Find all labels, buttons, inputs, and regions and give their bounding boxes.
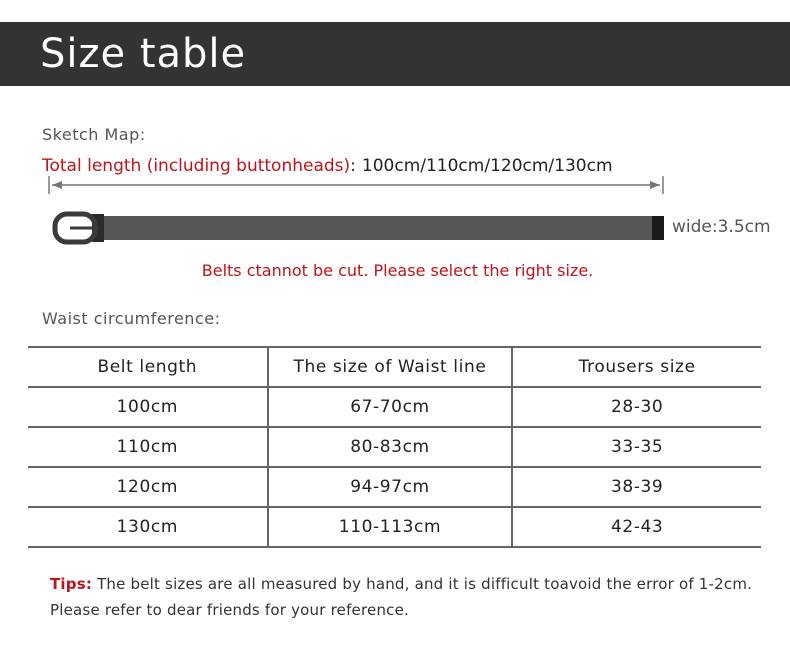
cell-belt-length: 120cm (28, 467, 268, 507)
table-row (28, 507, 761, 547)
table-row (28, 387, 761, 427)
total-length-separator: : (350, 156, 356, 176)
total-length-label: Total length (including buttonheads) (42, 156, 351, 176)
tips-block (50, 571, 752, 623)
tips-text-1: The belt sizes are all measured by hand, and it is difficult toavoid the error of 1-2cm. (97, 575, 753, 593)
page-title: Size table (40, 31, 247, 77)
tips-line-2: Please refer to dear friends for your reference. (50, 601, 409, 619)
table-header-row (28, 347, 761, 387)
cell-waist-line: 67-70cm (268, 387, 513, 427)
belt-illustration (52, 210, 666, 246)
cell-trousers-size: 33-35 (512, 427, 761, 467)
cell-waist-line: 80-83cm (268, 427, 513, 467)
table-row (28, 467, 761, 507)
cell-belt-length: 110cm (28, 427, 268, 467)
cell-belt-length: 100cm (28, 387, 268, 427)
header-belt-length: Belt length (28, 347, 268, 387)
cell-trousers-size: 42-43 (512, 507, 761, 547)
width-label: wide:3.5cm (672, 217, 771, 237)
dimension-arrow (48, 176, 664, 194)
header-waist-line: The size of Waist line (268, 347, 513, 387)
cell-waist-line: 94-97cm (268, 467, 513, 507)
table-row (28, 427, 761, 467)
cell-belt-length: 130cm (28, 507, 268, 547)
tips-label: Tips: (50, 575, 93, 593)
dimension-right-arrowhead (650, 181, 660, 189)
waist-circumference-label: Waist circumference: (42, 309, 221, 328)
tips-line-1 (50, 571, 752, 597)
total-length-values: 100cm/110cm/120cm/130cm (361, 156, 613, 176)
title-banner (0, 22, 790, 86)
cell-trousers-size: 28-30 (512, 387, 761, 427)
dimension-left-arrowhead (52, 181, 62, 189)
sketch-map-label: Sketch Map: (42, 125, 146, 144)
size-table (28, 346, 761, 548)
total-length-row (42, 156, 613, 176)
cell-trousers-size: 38-39 (512, 467, 761, 507)
belt-tip (652, 216, 664, 240)
warning-text: Belts ctannot be cut. Please select the right size. (201, 261, 594, 280)
header-trousers-size: Trousers size (512, 347, 761, 387)
cell-waist-line: 110-113cm (268, 507, 513, 547)
belt-strap (96, 216, 658, 240)
